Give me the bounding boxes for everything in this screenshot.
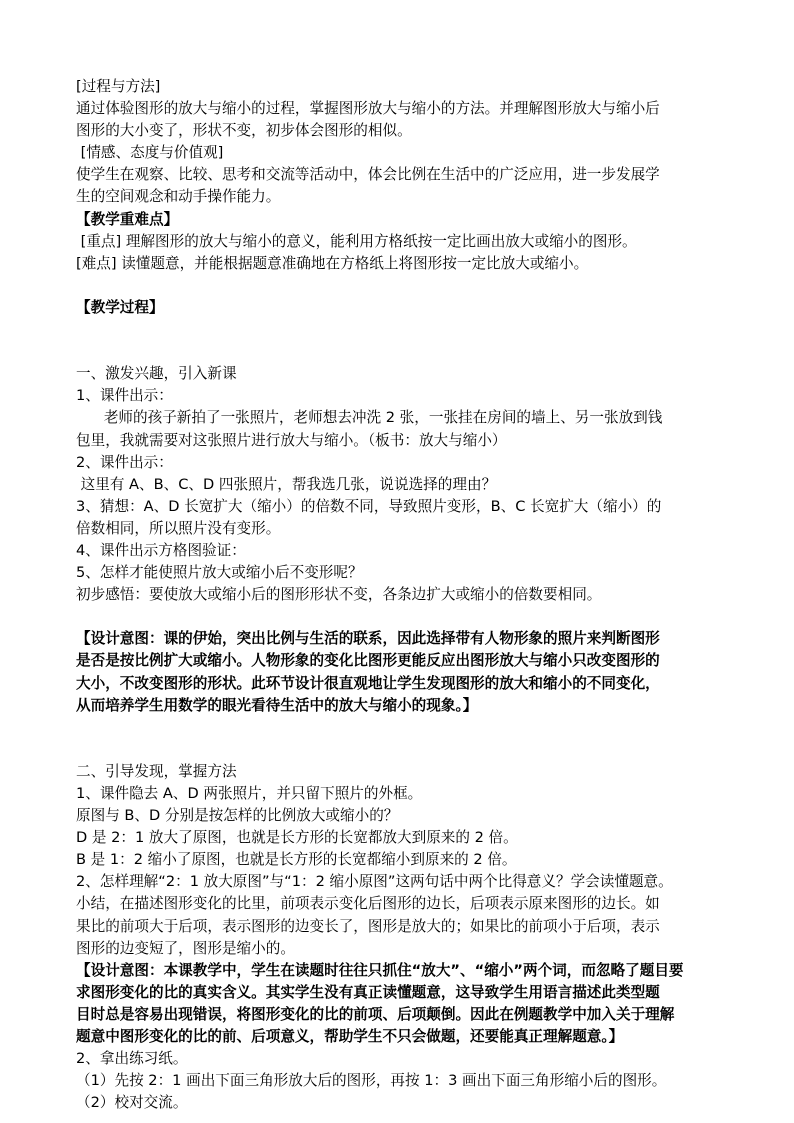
sub-item: （2）校对交流。: [76, 1094, 188, 1112]
answer-text: D 是 2：1 放大了原图，也就是长方形的长宽都放大到原来的 2 倍。: [76, 829, 518, 847]
process-method-heading: [过程与方法]: [76, 78, 161, 95]
emotion-text: 使学生在观察、比较、思考和交流等活动中，体会比例在生活中的广泛应用，进一步发展学: [76, 166, 660, 184]
process-method-text: 通过体验图形的放大与缩小的过程，掌握图形放大与缩小的方法。并理解图形放大与缩小后: [76, 100, 660, 118]
list-item: 5、怎样才能使照片放大或缩小后不变形呢？: [76, 564, 363, 582]
list-item: 4、课件出示方格图验证：: [76, 541, 246, 559]
section-2-title: 二、引导发现，掌握方法: [76, 762, 237, 780]
design-intent: 是否是按比例扩大或缩小。人物形象的变化比图形更能反应出图形放大与缩小只改变图形的: [76, 652, 660, 670]
spacer: [76, 717, 720, 739]
section-1-title: 一、激发兴趣，引入新课: [76, 365, 237, 383]
difficulty-line: [难点] 读懂题意，并能根据题意准确地在方格纸上将图形按一定比放大或缩小。: [76, 254, 589, 272]
list-item: 1、课件隐去 A、D 两张照片，并只留下照片的外框。: [76, 785, 423, 802]
spacer: [76, 606, 720, 628]
key-point-line: [重点] 理解图形的放大与缩小的意义，能利用方格纸按一定比画出放大或缩小的图形。: [76, 232, 637, 250]
teaching-process-heading: 【教学过程】: [76, 298, 164, 316]
list-item: 2、怎样理解“2：1 放大原图”与“1：2 缩小原图”这两句话中两个比得意义？学会读懂题意。: [76, 873, 673, 891]
document-page: [76, 76, 720, 1114]
process-method-text: 图形的大小变了，形状不变，初步体会图形的相似。: [76, 122, 412, 140]
list-item: 2、拿出练习纸。: [76, 1050, 188, 1068]
sub-item: （1）先按 2：1 画出下面三角形放大后的图形，再按 1：3 画出下面三角形缩小后的图形。: [76, 1072, 667, 1090]
emotion-text: 生的空间观念和动手操作能力。: [76, 188, 281, 206]
story-text: 老师的孩子新拍了一张照片，老师想去冲洗 2 张，一张挂在房间的墙上、另一张放到钱: [76, 409, 663, 427]
story-text: 包里，我就需要对这张照片进行放大与缩小。（板书：放大与缩小）: [76, 431, 507, 449]
list-item: 2、课件出示：: [76, 453, 173, 471]
design-intent: 题意中图形变化的比的前、后项意义，帮助学生不只会做题，还要能真正理解题意。】: [76, 1028, 624, 1046]
spacer: [76, 739, 720, 761]
summary-text: 图形的边变短了，图形是缩小的。: [76, 939, 295, 957]
list-item-text: 倍数相同，所以照片没有变形。: [76, 519, 281, 537]
spacer: [76, 341, 720, 363]
list-item: 1、课件出示：: [76, 387, 173, 405]
spacer: [76, 275, 720, 297]
emotion-heading: [情感、态度与价值观]: [76, 144, 224, 162]
design-intent: 大小，不改变图形的形状。此环节设计很直观地让学生发现图形的放大和缩小的不同变化，: [76, 674, 660, 692]
list-item-text: 这里有 A、B、C、D 四张照片，帮我选几张，说说选择的理由？: [76, 475, 497, 493]
spacer: [76, 319, 720, 341]
list-item: 3、猜想：A、D 长宽扩大（缩小）的倍数不同，导致照片变形，B、C 长宽扩大（缩小）的: [76, 497, 662, 515]
feeling-text: 初步感悟：要使放大或缩小后的图形形状不变，各条边扩大或缩小的倍数要相同。: [76, 586, 602, 604]
design-intent: 目时总是容易出现错误，将图形变化的比的前项、后项颠倒。因此在例题教学中加入关于理解: [76, 1005, 675, 1023]
answer-text: B 是 1：2 缩小了原图，也就是长方形的长宽都缩小到原来的 2 倍。: [76, 851, 517, 869]
design-intent: 从而培养学生用数学的眼光看待生活中的放大与缩小的现象。】: [76, 696, 478, 714]
design-intent: 【设计意图：课的伊始，突出比例与生活的联系，因此选择带有人物形象的照片来判断图形: [76, 630, 660, 648]
design-intent: 【设计意图：本课教学中，学生在读题时往往只抓住“放大”、“缩小”两个词，而忽略了题目要: [76, 961, 684, 979]
summary-text: 小结，在描述图形变化的比里，前项表示变化后图形的边长，后项表示原来图形的边长。如: [76, 895, 660, 913]
key-points-heading: 【教学重难点】: [76, 210, 179, 228]
question-text: 原图与 B、D 分别是按怎样的比例放大或缩小的？: [76, 807, 399, 825]
design-intent: 求图形变化的比的真实含义。其实学生没有真正读懂题意，这导致学生用语言描述此类型题: [76, 983, 660, 1001]
summary-text: 果比的前项大于后项，表示图形的边变长了，图形是放大的；如果比的前项小于后项，表示: [76, 917, 660, 935]
